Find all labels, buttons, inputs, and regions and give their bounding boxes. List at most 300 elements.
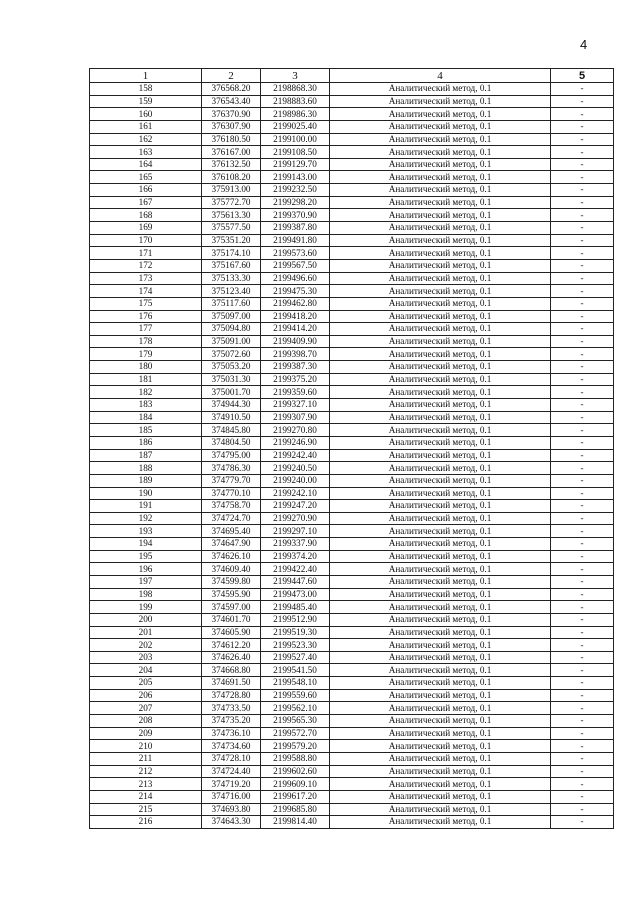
column-header-2: 2 <box>202 69 261 83</box>
note-cell: - <box>551 575 614 588</box>
point-number-cell: 158 <box>90 83 202 96</box>
method-cell: Аналитический метод, 0.1 <box>330 108 551 121</box>
note-cell: - <box>551 588 614 601</box>
column-header-4: 4 <box>330 69 551 83</box>
method-cell: Аналитический метод, 0.1 <box>330 740 551 753</box>
table-row <box>90 803 614 816</box>
y-coordinate-cell: 2199387.80 <box>261 222 330 235</box>
table-row <box>90 259 614 272</box>
table-row <box>90 613 614 626</box>
table-row <box>90 538 614 551</box>
point-number-cell: 186 <box>90 436 202 449</box>
point-number-cell: 192 <box>90 512 202 525</box>
table-row <box>90 95 614 108</box>
note-cell: - <box>551 335 614 348</box>
note-cell: - <box>551 677 614 690</box>
x-coordinate-cell: 376543.40 <box>202 95 261 108</box>
point-number-cell: 177 <box>90 323 202 336</box>
method-cell: Аналитический метод, 0.1 <box>330 184 551 197</box>
note-cell: - <box>551 108 614 121</box>
method-cell: Аналитический метод, 0.1 <box>330 449 551 462</box>
table-row <box>90 158 614 171</box>
y-coordinate-cell: 2199617.20 <box>261 790 330 803</box>
x-coordinate-cell: 374693.80 <box>202 803 261 816</box>
y-coordinate-cell: 2199359.60 <box>261 386 330 399</box>
note-cell: - <box>551 209 614 222</box>
table-row <box>90 512 614 525</box>
y-coordinate-cell: 2199414.20 <box>261 323 330 336</box>
method-cell: Аналитический метод, 0.1 <box>330 588 551 601</box>
x-coordinate-cell: 376167.00 <box>202 146 261 159</box>
x-coordinate-cell: 374724.40 <box>202 765 261 778</box>
method-cell: Аналитический метод, 0.1 <box>330 790 551 803</box>
x-coordinate-cell: 375091.00 <box>202 335 261 348</box>
point-number-cell: 211 <box>90 752 202 765</box>
x-coordinate-cell: 374597.00 <box>202 601 261 614</box>
y-coordinate-cell: 2199375.20 <box>261 373 330 386</box>
note-cell: - <box>551 285 614 298</box>
x-coordinate-cell: 376370.90 <box>202 108 261 121</box>
point-number-cell: 171 <box>90 247 202 260</box>
point-number-cell: 190 <box>90 487 202 500</box>
x-coordinate-cell: 374734.60 <box>202 740 261 753</box>
table-row <box>90 563 614 576</box>
table-row <box>90 196 614 209</box>
note-cell: - <box>551 525 614 538</box>
y-coordinate-cell: 2199232.50 <box>261 184 330 197</box>
y-coordinate-cell: 2199327.10 <box>261 399 330 412</box>
point-number-cell: 179 <box>90 348 202 361</box>
note-cell: - <box>551 500 614 513</box>
y-coordinate-cell: 2199025.40 <box>261 120 330 133</box>
note-cell: - <box>551 259 614 272</box>
method-cell: Аналитический метод, 0.1 <box>330 399 551 412</box>
point-number-cell: 182 <box>90 386 202 399</box>
table-row <box>90 525 614 538</box>
point-number-cell: 180 <box>90 361 202 374</box>
table-row <box>90 222 614 235</box>
x-coordinate-cell: 375174.10 <box>202 247 261 260</box>
table-row <box>90 310 614 323</box>
page-number: 4 <box>580 37 588 52</box>
x-coordinate-cell: 375072.60 <box>202 348 261 361</box>
y-coordinate-cell: 2199143.00 <box>261 171 330 184</box>
method-cell: Аналитический метод, 0.1 <box>330 765 551 778</box>
point-number-cell: 188 <box>90 462 202 475</box>
note-cell: - <box>551 158 614 171</box>
note-cell: - <box>551 411 614 424</box>
point-number-cell: 174 <box>90 285 202 298</box>
note-cell: - <box>551 702 614 715</box>
x-coordinate-cell: 375094.80 <box>202 323 261 336</box>
method-cell: Аналитический метод, 0.1 <box>330 803 551 816</box>
method-cell: Аналитический метод, 0.1 <box>330 386 551 399</box>
x-coordinate-cell: 375133.30 <box>202 272 261 285</box>
point-number-cell: 173 <box>90 272 202 285</box>
x-coordinate-cell: 374728.80 <box>202 689 261 702</box>
x-coordinate-cell: 375772.70 <box>202 196 261 209</box>
x-coordinate-cell: 376568.20 <box>202 83 261 96</box>
y-coordinate-cell: 2199246.90 <box>261 436 330 449</box>
table-row <box>90 83 614 96</box>
y-coordinate-cell: 2199307.90 <box>261 411 330 424</box>
table-row <box>90 816 614 829</box>
y-coordinate-cell: 2199447.60 <box>261 575 330 588</box>
x-coordinate-cell: 375117.60 <box>202 297 261 310</box>
note-cell: - <box>551 171 614 184</box>
x-coordinate-cell: 374595.90 <box>202 588 261 601</box>
point-number-cell: 210 <box>90 740 202 753</box>
note-cell: - <box>551 778 614 791</box>
y-coordinate-cell: 2199548.10 <box>261 677 330 690</box>
method-cell: Аналитический метод, 0.1 <box>330 348 551 361</box>
table-row <box>90 209 614 222</box>
x-coordinate-cell: 374716.00 <box>202 790 261 803</box>
y-coordinate-cell: 2199247.20 <box>261 500 330 513</box>
point-number-cell: 216 <box>90 816 202 829</box>
note-cell: - <box>551 626 614 639</box>
method-cell: Аналитический метод, 0.1 <box>330 689 551 702</box>
table-row <box>90 348 614 361</box>
table-row <box>90 120 614 133</box>
table-row <box>90 702 614 715</box>
x-coordinate-cell: 374758.70 <box>202 500 261 513</box>
x-coordinate-cell: 374736.10 <box>202 727 261 740</box>
x-coordinate-cell: 374599.80 <box>202 575 261 588</box>
method-cell: Аналитический метод, 0.1 <box>330 323 551 336</box>
note-cell: - <box>551 310 614 323</box>
note-cell: - <box>551 651 614 664</box>
note-cell: - <box>551 462 614 475</box>
table-row <box>90 361 614 374</box>
note-cell: - <box>551 424 614 437</box>
y-coordinate-cell: 2199270.80 <box>261 424 330 437</box>
table-row <box>90 778 614 791</box>
point-number-cell: 164 <box>90 158 202 171</box>
point-number-cell: 160 <box>90 108 202 121</box>
point-number-cell: 214 <box>90 790 202 803</box>
note-cell: - <box>551 234 614 247</box>
point-number-cell: 202 <box>90 639 202 652</box>
x-coordinate-cell: 374691.50 <box>202 677 261 690</box>
column-header-3: 3 <box>261 69 330 83</box>
x-coordinate-cell: 374770.10 <box>202 487 261 500</box>
note-cell: - <box>551 474 614 487</box>
point-number-cell: 195 <box>90 550 202 563</box>
note-cell: - <box>551 120 614 133</box>
note-cell: - <box>551 550 614 563</box>
table-row <box>90 588 614 601</box>
point-number-cell: 183 <box>90 399 202 412</box>
column-header-5: 5 <box>551 69 614 83</box>
x-coordinate-cell: 375913.00 <box>202 184 261 197</box>
method-cell: Аналитический метод, 0.1 <box>330 222 551 235</box>
x-coordinate-cell: 374845.80 <box>202 424 261 437</box>
method-cell: Аналитический метод, 0.1 <box>330 613 551 626</box>
y-coordinate-cell: 2199475.30 <box>261 285 330 298</box>
method-cell: Аналитический метод, 0.1 <box>330 158 551 171</box>
table-row <box>90 651 614 664</box>
table-row <box>90 247 614 260</box>
method-cell: Аналитический метод, 0.1 <box>330 651 551 664</box>
y-coordinate-cell: 2199567.50 <box>261 259 330 272</box>
point-number-cell: 176 <box>90 310 202 323</box>
table-row <box>90 297 614 310</box>
method-cell: Аналитический метод, 0.1 <box>330 512 551 525</box>
point-number-cell: 191 <box>90 500 202 513</box>
note-cell: - <box>551 639 614 652</box>
table-row <box>90 487 614 500</box>
note-cell: - <box>551 386 614 399</box>
method-cell: Аналитический метод, 0.1 <box>330 702 551 715</box>
x-coordinate-cell: 374944.30 <box>202 399 261 412</box>
table-row <box>90 765 614 778</box>
table-row <box>90 411 614 424</box>
point-number-cell: 208 <box>90 715 202 728</box>
note-cell: - <box>551 816 614 829</box>
x-coordinate-cell: 374735.20 <box>202 715 261 728</box>
point-number-cell: 187 <box>90 449 202 462</box>
method-cell: Аналитический метод, 0.1 <box>330 146 551 159</box>
y-coordinate-cell: 2199462.80 <box>261 297 330 310</box>
table-row <box>90 171 614 184</box>
table-row <box>90 436 614 449</box>
x-coordinate-cell: 375053.20 <box>202 361 261 374</box>
x-coordinate-cell: 375351.20 <box>202 234 261 247</box>
y-coordinate-cell: 2199562.10 <box>261 702 330 715</box>
x-coordinate-cell: 374910.50 <box>202 411 261 424</box>
x-coordinate-cell: 374668.80 <box>202 664 261 677</box>
method-cell: Аналитический метод, 0.1 <box>330 411 551 424</box>
table-body <box>90 83 614 829</box>
table-row <box>90 500 614 513</box>
y-coordinate-cell: 2199242.40 <box>261 449 330 462</box>
table-row <box>90 146 614 159</box>
point-number-cell: 206 <box>90 689 202 702</box>
table-row <box>90 272 614 285</box>
note-cell: - <box>551 613 614 626</box>
point-number-cell: 166 <box>90 184 202 197</box>
point-number-cell: 201 <box>90 626 202 639</box>
method-cell: Аналитический метод, 0.1 <box>330 677 551 690</box>
x-coordinate-cell: 374786.30 <box>202 462 261 475</box>
method-cell: Аналитический метод, 0.1 <box>330 234 551 247</box>
y-coordinate-cell: 2199298.20 <box>261 196 330 209</box>
method-cell: Аналитический метод, 0.1 <box>330 525 551 538</box>
x-coordinate-cell: 374647.90 <box>202 538 261 551</box>
point-number-cell: 199 <box>90 601 202 614</box>
table-row <box>90 133 614 146</box>
y-coordinate-cell: 2199337.90 <box>261 538 330 551</box>
table-row <box>90 108 614 121</box>
method-cell: Аналитический метод, 0.1 <box>330 538 551 551</box>
y-coordinate-cell: 2199602.60 <box>261 765 330 778</box>
y-coordinate-cell: 2199541.50 <box>261 664 330 677</box>
y-coordinate-cell: 2199418.20 <box>261 310 330 323</box>
method-cell: Аналитический метод, 0.1 <box>330 259 551 272</box>
method-cell: Аналитический метод, 0.1 <box>330 778 551 791</box>
table-row <box>90 373 614 386</box>
point-number-cell: 159 <box>90 95 202 108</box>
table-row <box>90 449 614 462</box>
method-cell: Аналитический метод, 0.1 <box>330 133 551 146</box>
point-number-cell: 197 <box>90 575 202 588</box>
y-coordinate-cell: 2199519.30 <box>261 626 330 639</box>
method-cell: Аналитический метод, 0.1 <box>330 285 551 298</box>
x-coordinate-cell: 374605.90 <box>202 626 261 639</box>
method-cell: Аналитический метод, 0.1 <box>330 171 551 184</box>
note-cell: - <box>551 146 614 159</box>
y-coordinate-cell: 2199240.50 <box>261 462 330 475</box>
point-number-cell: 161 <box>90 120 202 133</box>
note-cell: - <box>551 133 614 146</box>
note-cell: - <box>551 512 614 525</box>
table-row <box>90 462 614 475</box>
note-cell: - <box>551 689 614 702</box>
point-number-cell: 209 <box>90 727 202 740</box>
x-coordinate-cell: 375577.50 <box>202 222 261 235</box>
point-number-cell: 163 <box>90 146 202 159</box>
y-coordinate-cell: 2199398.70 <box>261 348 330 361</box>
table-row <box>90 285 614 298</box>
method-cell: Аналитический метод, 0.1 <box>330 727 551 740</box>
note-cell: - <box>551 297 614 310</box>
y-coordinate-cell: 2198883.60 <box>261 95 330 108</box>
method-cell: Аналитический метод, 0.1 <box>330 575 551 588</box>
method-cell: Аналитический метод, 0.1 <box>330 247 551 260</box>
x-coordinate-cell: 375031.30 <box>202 373 261 386</box>
x-coordinate-cell: 374601.70 <box>202 613 261 626</box>
note-cell: - <box>551 436 614 449</box>
note-cell: - <box>551 184 614 197</box>
method-cell: Аналитический метод, 0.1 <box>330 95 551 108</box>
method-cell: Аналитический метод, 0.1 <box>330 297 551 310</box>
table-row <box>90 626 614 639</box>
note-cell: - <box>551 487 614 500</box>
note-cell: - <box>551 399 614 412</box>
point-number-cell: 212 <box>90 765 202 778</box>
x-coordinate-cell: 374804.50 <box>202 436 261 449</box>
note-cell: - <box>551 323 614 336</box>
note-cell: - <box>551 348 614 361</box>
method-cell: Аналитический метод, 0.1 <box>330 487 551 500</box>
x-coordinate-cell: 375001.70 <box>202 386 261 399</box>
note-cell: - <box>551 740 614 753</box>
table-row <box>90 550 614 563</box>
x-coordinate-cell: 374695.40 <box>202 525 261 538</box>
y-coordinate-cell: 2199559.60 <box>261 689 330 702</box>
y-coordinate-cell: 2199242.10 <box>261 487 330 500</box>
note-cell: - <box>551 790 614 803</box>
method-cell: Аналитический метод, 0.1 <box>330 310 551 323</box>
note-cell: - <box>551 247 614 260</box>
x-coordinate-cell: 374779.70 <box>202 474 261 487</box>
point-number-cell: 205 <box>90 677 202 690</box>
y-coordinate-cell: 2199240.00 <box>261 474 330 487</box>
y-coordinate-cell: 2199523.30 <box>261 639 330 652</box>
x-coordinate-cell: 374724.70 <box>202 512 261 525</box>
x-coordinate-cell: 374609.40 <box>202 563 261 576</box>
table-row <box>90 790 614 803</box>
method-cell: Аналитический метод, 0.1 <box>330 424 551 437</box>
point-number-cell: 169 <box>90 222 202 235</box>
method-cell: Аналитический метод, 0.1 <box>330 436 551 449</box>
table-header-row <box>90 69 614 83</box>
table-row <box>90 424 614 437</box>
method-cell: Аналитический метод, 0.1 <box>330 373 551 386</box>
table-row <box>90 727 614 740</box>
y-coordinate-cell: 2199100.00 <box>261 133 330 146</box>
point-number-cell: 184 <box>90 411 202 424</box>
x-coordinate-cell: 375613.30 <box>202 209 261 222</box>
point-number-cell: 181 <box>90 373 202 386</box>
method-cell: Аналитический метод, 0.1 <box>330 462 551 475</box>
note-cell: - <box>551 765 614 778</box>
method-cell: Аналитический метод, 0.1 <box>330 563 551 576</box>
y-coordinate-cell: 2199108.50 <box>261 146 330 159</box>
note-cell: - <box>551 83 614 96</box>
y-coordinate-cell: 2199572.70 <box>261 727 330 740</box>
x-coordinate-cell: 374719.20 <box>202 778 261 791</box>
note-cell: - <box>551 449 614 462</box>
y-coordinate-cell: 2199374.20 <box>261 550 330 563</box>
method-cell: Аналитический метод, 0.1 <box>330 335 551 348</box>
y-coordinate-cell: 2199370.90 <box>261 209 330 222</box>
point-number-cell: 178 <box>90 335 202 348</box>
table-row <box>90 601 614 614</box>
point-number-cell: 213 <box>90 778 202 791</box>
y-coordinate-cell: 2199129.70 <box>261 158 330 171</box>
y-coordinate-cell: 2199409.90 <box>261 335 330 348</box>
x-coordinate-cell: 376307.90 <box>202 120 261 133</box>
method-cell: Аналитический метод, 0.1 <box>330 664 551 677</box>
note-cell: - <box>551 361 614 374</box>
point-number-cell: 165 <box>90 171 202 184</box>
note-cell: - <box>551 715 614 728</box>
x-coordinate-cell: 374728.10 <box>202 752 261 765</box>
point-number-cell: 194 <box>90 538 202 551</box>
x-coordinate-cell: 375167.60 <box>202 259 261 272</box>
x-coordinate-cell: 374626.10 <box>202 550 261 563</box>
y-coordinate-cell: 2199814.40 <box>261 816 330 829</box>
x-coordinate-cell: 374626.40 <box>202 651 261 664</box>
x-coordinate-cell: 376108.20 <box>202 171 261 184</box>
note-cell: - <box>551 664 614 677</box>
point-number-cell: 196 <box>90 563 202 576</box>
method-cell: Аналитический метод, 0.1 <box>330 715 551 728</box>
y-coordinate-cell: 2199491.80 <box>261 234 330 247</box>
note-cell: - <box>551 752 614 765</box>
point-number-cell: 193 <box>90 525 202 538</box>
y-coordinate-cell: 2199685.80 <box>261 803 330 816</box>
table-row <box>90 715 614 728</box>
table-row <box>90 234 614 247</box>
y-coordinate-cell: 2199588.80 <box>261 752 330 765</box>
point-number-cell: 198 <box>90 588 202 601</box>
note-cell: - <box>551 196 614 209</box>
method-cell: Аналитический метод, 0.1 <box>330 752 551 765</box>
table-row <box>90 639 614 652</box>
x-coordinate-cell: 375097.00 <box>202 310 261 323</box>
point-number-cell: 203 <box>90 651 202 664</box>
y-coordinate-cell: 2199496.60 <box>261 272 330 285</box>
x-coordinate-cell: 374733.50 <box>202 702 261 715</box>
method-cell: Аналитический метод, 0.1 <box>330 550 551 563</box>
method-cell: Аналитический метод, 0.1 <box>330 272 551 285</box>
method-cell: Аналитический метод, 0.1 <box>330 626 551 639</box>
y-coordinate-cell: 2198868.30 <box>261 83 330 96</box>
table-row <box>90 575 614 588</box>
